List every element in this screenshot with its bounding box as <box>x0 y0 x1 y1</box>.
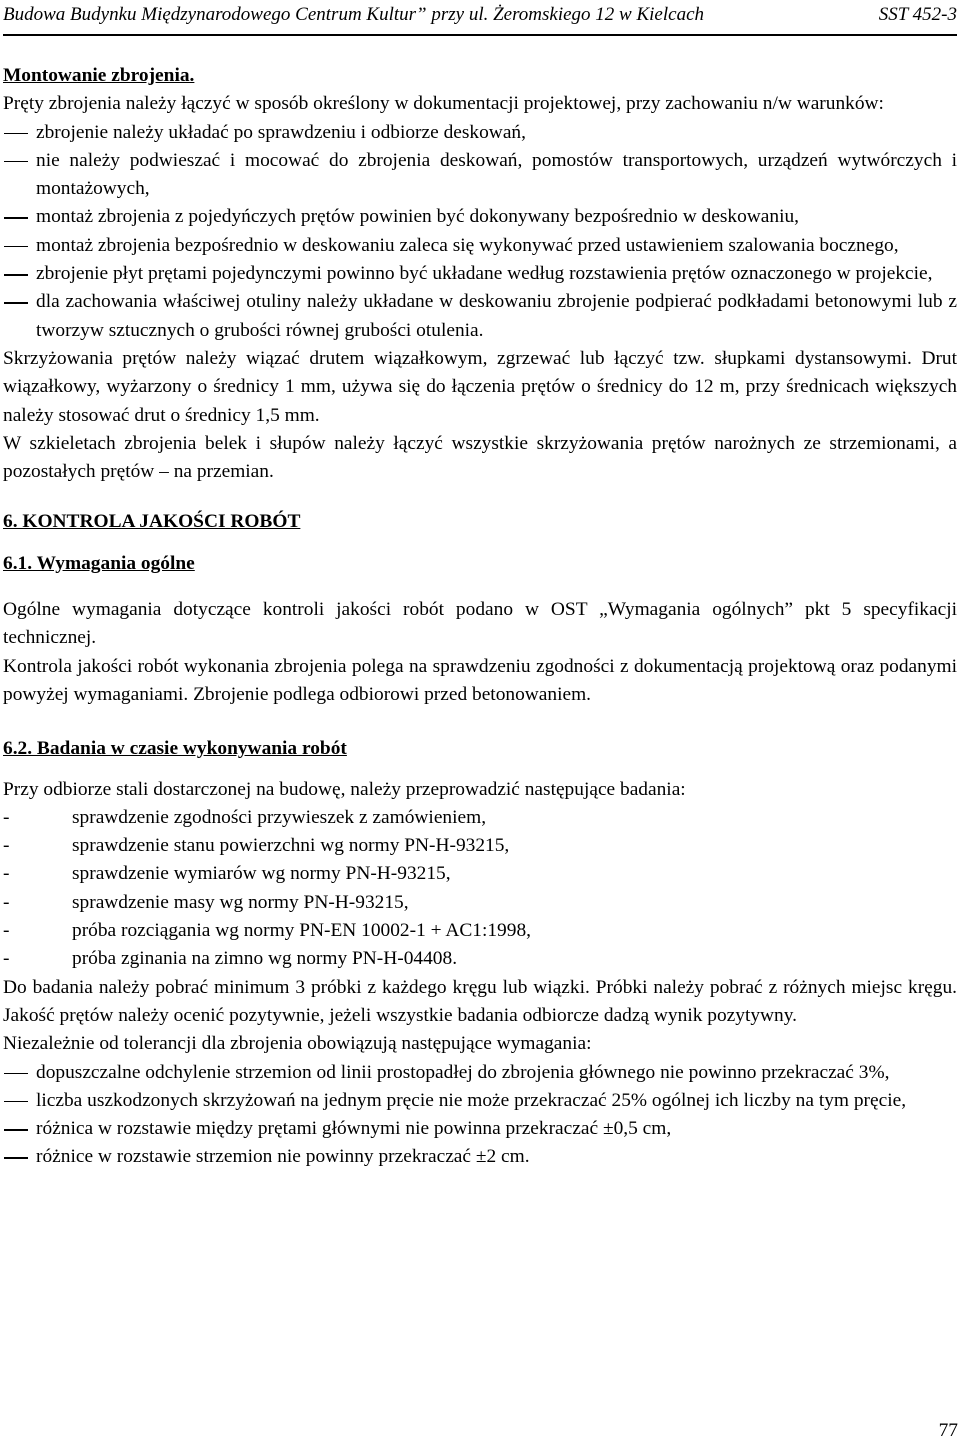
paragraph-mounting-intro: Pręty zbrojenia należy łączyć w sposób określony w dokumentacji projektowej, przy zachowaniu n/w warunków: <box>3 93 884 115</box>
list-marker: - <box>3 835 10 857</box>
paragraph-samples: Do badania należy pobrać minimum 3 próbki z każdego kręgu lub wiązki. Próbki należy pobrać z różnych miejsc kręgu. Jakość prętów należy ocenić pozytywnie, jeżeli wszystkie badania odbiorcze dadzą wynik pozytywny. <box>3 976 957 1026</box>
paragraph-tests-intro: Przy odbiorze stali dostarczonej na budowę, należy przeprowadzić następujące badania: <box>3 778 686 800</box>
list-item: montaż zbrojenia bezpośrednio w deskowaniu zaleca się wykonywać przed ustawieniem szalowania bocznego, <box>3 232 957 260</box>
subsection-title-tests: 6.2. Badania w czasie wykonywania robót <box>3 738 347 760</box>
list-item-text: próba zginania na zimno wg normy PN-H-04408. <box>72 948 458 970</box>
list-item: zbrojenie należy układać po sprawdzeniu i odbiorze deskowań, <box>3 119 957 147</box>
section-title-mounting: Montowanie zbrojenia. <box>3 65 195 86</box>
list-item <box>3 945 957 973</box>
list-item <box>3 917 957 945</box>
running-header <box>3 4 957 36</box>
mounting-conditions-list <box>3 119 957 345</box>
list-item-text: sprawdzenie masy wg normy PN-H-93215, <box>72 891 409 913</box>
list-item: dopuszczalne odchylenie strzemion od linii prostopadłej do zbrojenia głównego nie powinno przekraczać 3%, <box>3 1059 957 1087</box>
list-item <box>3 860 957 888</box>
paragraph-skeletons: W szkieletach zbrojenia belek i słupów należy łączyć wszystkie skrzyżowania prętów narożnych ze strzemionami, a pozostałych prętów – na przemian. <box>3 432 957 483</box>
list-item: dla zachowania właściwej otuliny należy układane w deskowaniu zbrojenie podpierać podkładami betonowymi lub z tworzyw sztucznych o grubości równej grubości otulenia. <box>3 288 957 345</box>
list-item <box>3 804 957 832</box>
list-item: liczba uszkodzonych skrzyżowań na jednym pręcie nie może przekraczać 25% ogólnej ich liczby na tym pręcie, <box>3 1087 957 1115</box>
list-item: montaż zbrojenia z pojedyńczych prętów powinien być dokonywany bezpośrednio w deskowaniu, <box>3 203 957 231</box>
list-marker: - <box>3 863 10 885</box>
list-marker: - <box>3 948 10 970</box>
paragraph-general-2: Kontrola jakości robót wykonania zbrojenia polega na sprawdzeniu zgodności z dokumentacją projektową oraz podanymi powyżej wymaganiami. Zbrojenie podlega odbiorowi przed betonowaniem. <box>3 655 957 705</box>
list-item-text: sprawdzenie stanu powierzchni wg normy PN-H-93215, <box>72 835 510 857</box>
list-marker: - <box>3 891 10 913</box>
list-item <box>3 832 957 860</box>
subsection-title-general: 6.1. Wymagania ogólne <box>3 552 195 574</box>
tests-list <box>3 804 957 974</box>
list-marker: - <box>3 806 10 828</box>
list-item-text: sprawdzenie zgodności przywieszek z zamówieniem, <box>72 806 487 828</box>
section-title-quality-control: 6. KONTROLA JAKOŚCI ROBÓT <box>3 511 301 533</box>
list-marker: - <box>3 920 10 942</box>
paragraph-tolerances-intro: Niezależnie od tolerancji dla zbrojenia obowiązują następujące wymagania: <box>3 1033 592 1055</box>
paragraph-crossings: Skrzyżowania prętów należy wiązać drutem wiązałkowym, zgrzewać lub łączyć tzw. słupkami dystansowymi. Drut wiązałkowy, wyżarzony o średnicy 1 mm, używa się do łączenia prętów o średnicy do 12 m, przy średnicach większych należy stosować drut o średnicy 1,5 mm. <box>3 347 957 426</box>
list-item: różnica w rozstawie między prętami głównymi nie powinna przekraczać ±0,5 cm, <box>3 1115 957 1143</box>
header-spec-code: SST 452-3 <box>878 4 957 25</box>
list-item: nie należy podwieszać i mocować do zbrojenia deskowań, pomostów transportowych, urządzeń wytwórczych i montażowych, <box>3 147 957 204</box>
page-number: 77 <box>938 1420 958 1441</box>
document-body <box>3 62 957 1172</box>
list-item-text: próba rozciągania wg normy PN-EN 10002-1 + AC1:1998, <box>72 920 531 942</box>
tolerances-list <box>3 1059 957 1172</box>
list-item-text: sprawdzenie wymiarów wg normy PN-H-93215, <box>72 863 451 885</box>
paragraph-general-1: Ogólne wymagania dotyczące kontroli jakości robót podano w OST „Wymagania ogólnych” pkt 5 specyfikacji technicznej. <box>3 599 957 649</box>
list-item: zbrojenie płyt prętami pojedynczymi powinno być układane według rozstawienia prętów oznaczonego w projekcie, <box>3 260 957 288</box>
header-title: Budowa Budynku Międzynarodowego Centrum Kultur” przy ul. Żeromskiego 12 w Kielcach <box>3 4 705 25</box>
list-item <box>3 889 957 917</box>
list-item: różnice w rozstawie strzemion nie powinny przekraczać ±2 cm. <box>3 1143 957 1171</box>
